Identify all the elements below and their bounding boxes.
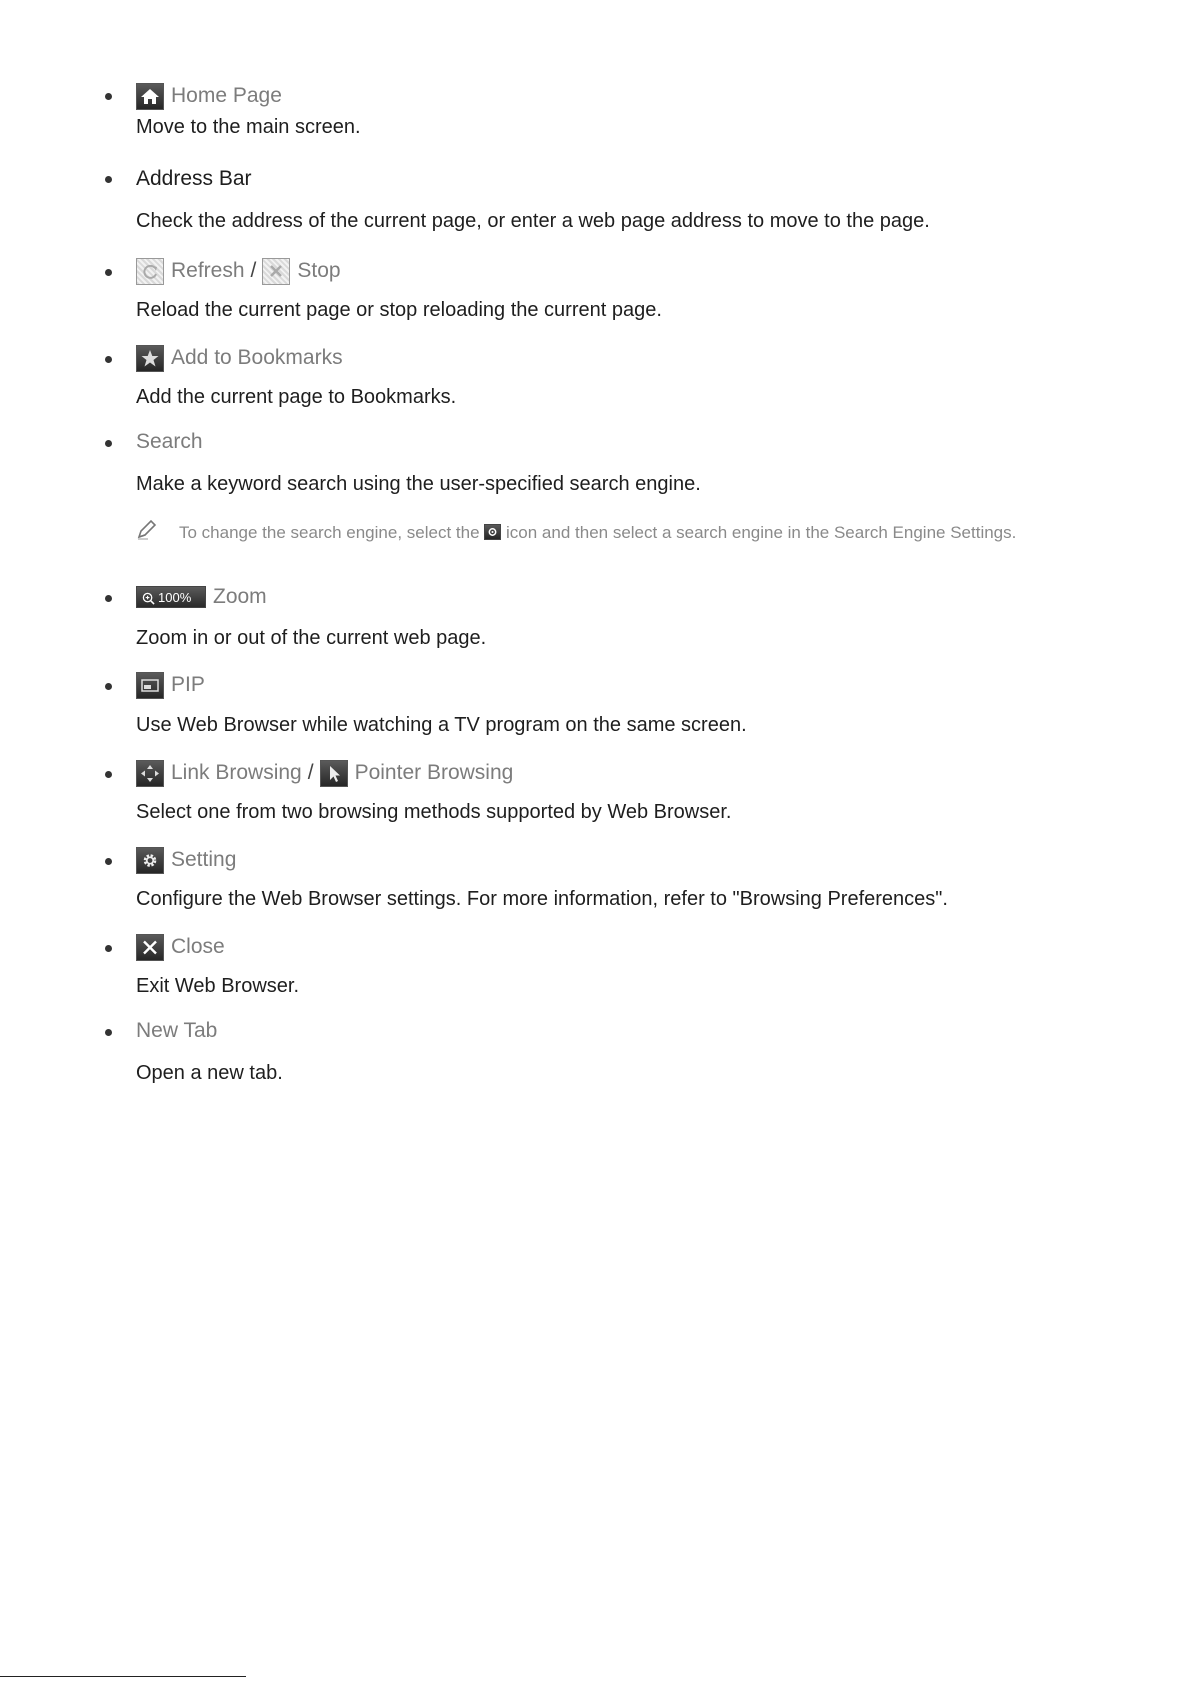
item-title-text: Refresh: [171, 259, 245, 282]
zoom-level: 100%: [158, 590, 192, 605]
item-title-text: Setting: [171, 848, 237, 871]
bullet: [105, 1029, 112, 1036]
star-icon: [136, 345, 164, 372]
item-title: [136, 671, 205, 699]
item-title: [136, 428, 203, 456]
bullet: [105, 176, 112, 183]
note-text-before: To change the search engine, select the: [179, 523, 480, 542]
item-title-text: Home Page: [171, 84, 282, 107]
item-title-text: Link Browsing: [171, 761, 302, 784]
item-description: Configure the Web Browser settings. For more information, refer to "Browsing Preferences".: [136, 888, 948, 910]
item-title: [136, 82, 282, 110]
note-text-after: icon and then select a search engine in the Search Engine Settings.: [506, 523, 1017, 542]
home-icon: [136, 83, 164, 110]
item-description: Select one from two browsing methods supported by Web Browser.: [136, 801, 732, 823]
item-description: Reload the current page or stop reloading the current page.: [136, 299, 662, 321]
pointer-icon: [320, 760, 348, 787]
item-title-text: Add to Bookmarks: [171, 346, 343, 369]
item-title-text: Close: [171, 935, 225, 958]
item-title-text: PIP: [171, 673, 205, 696]
item-title: [136, 583, 267, 611]
title-separator: /: [307, 761, 314, 784]
bullet: [105, 683, 112, 690]
stop-icon: [262, 258, 290, 285]
item-description: Add the current page to Bookmarks.: [136, 386, 457, 408]
pencil-icon: [136, 518, 158, 540]
item-description: Make a keyword search using the user-specified search engine.: [136, 473, 701, 495]
item-description: Use Web Browser while watching a TV program on the same screen.: [136, 714, 747, 736]
item-title: [136, 846, 236, 874]
refresh-icon: [136, 258, 164, 285]
item-title-text: Zoom: [213, 585, 267, 608]
bullet: [105, 93, 112, 100]
item-title: [136, 933, 225, 961]
bullet: [105, 269, 112, 276]
item-description: Zoom in or out of the current web page.: [136, 627, 487, 649]
item-title: [136, 759, 513, 787]
gear-icon: [484, 524, 501, 540]
title-separator: /: [250, 259, 257, 282]
item-title-text: Search: [136, 430, 203, 453]
bullet: [105, 858, 112, 865]
item-title-text-2: Pointer Browsing: [354, 761, 514, 784]
item-title: [136, 344, 343, 372]
item-title-text-2: Stop: [297, 259, 341, 282]
zoom-icon: [136, 586, 206, 608]
bullet: [105, 440, 112, 447]
pip-icon: [136, 672, 164, 699]
gear-icon: [136, 847, 164, 874]
item-title: [136, 1017, 217, 1045]
bullet: [105, 356, 112, 363]
link-browsing-icon: [136, 760, 164, 787]
item-title-text: New Tab: [136, 1019, 218, 1042]
bullet: [105, 595, 112, 602]
close-icon: [136, 934, 164, 961]
item-description: Check the address of the current page, or enter a web page address to move to the page.: [136, 210, 930, 232]
item-description: Open a new tab.: [136, 1062, 283, 1084]
bullet: [105, 945, 112, 952]
item-description: Move to the main screen.: [136, 116, 361, 138]
item-title: [136, 165, 252, 193]
item-title-text: Address Bar: [136, 167, 252, 190]
footer-divider: [0, 1676, 246, 1677]
bullet: [105, 771, 112, 778]
note-text: [179, 520, 1079, 545]
item-title: [136, 257, 341, 285]
item-description: Exit Web Browser.: [136, 975, 300, 997]
